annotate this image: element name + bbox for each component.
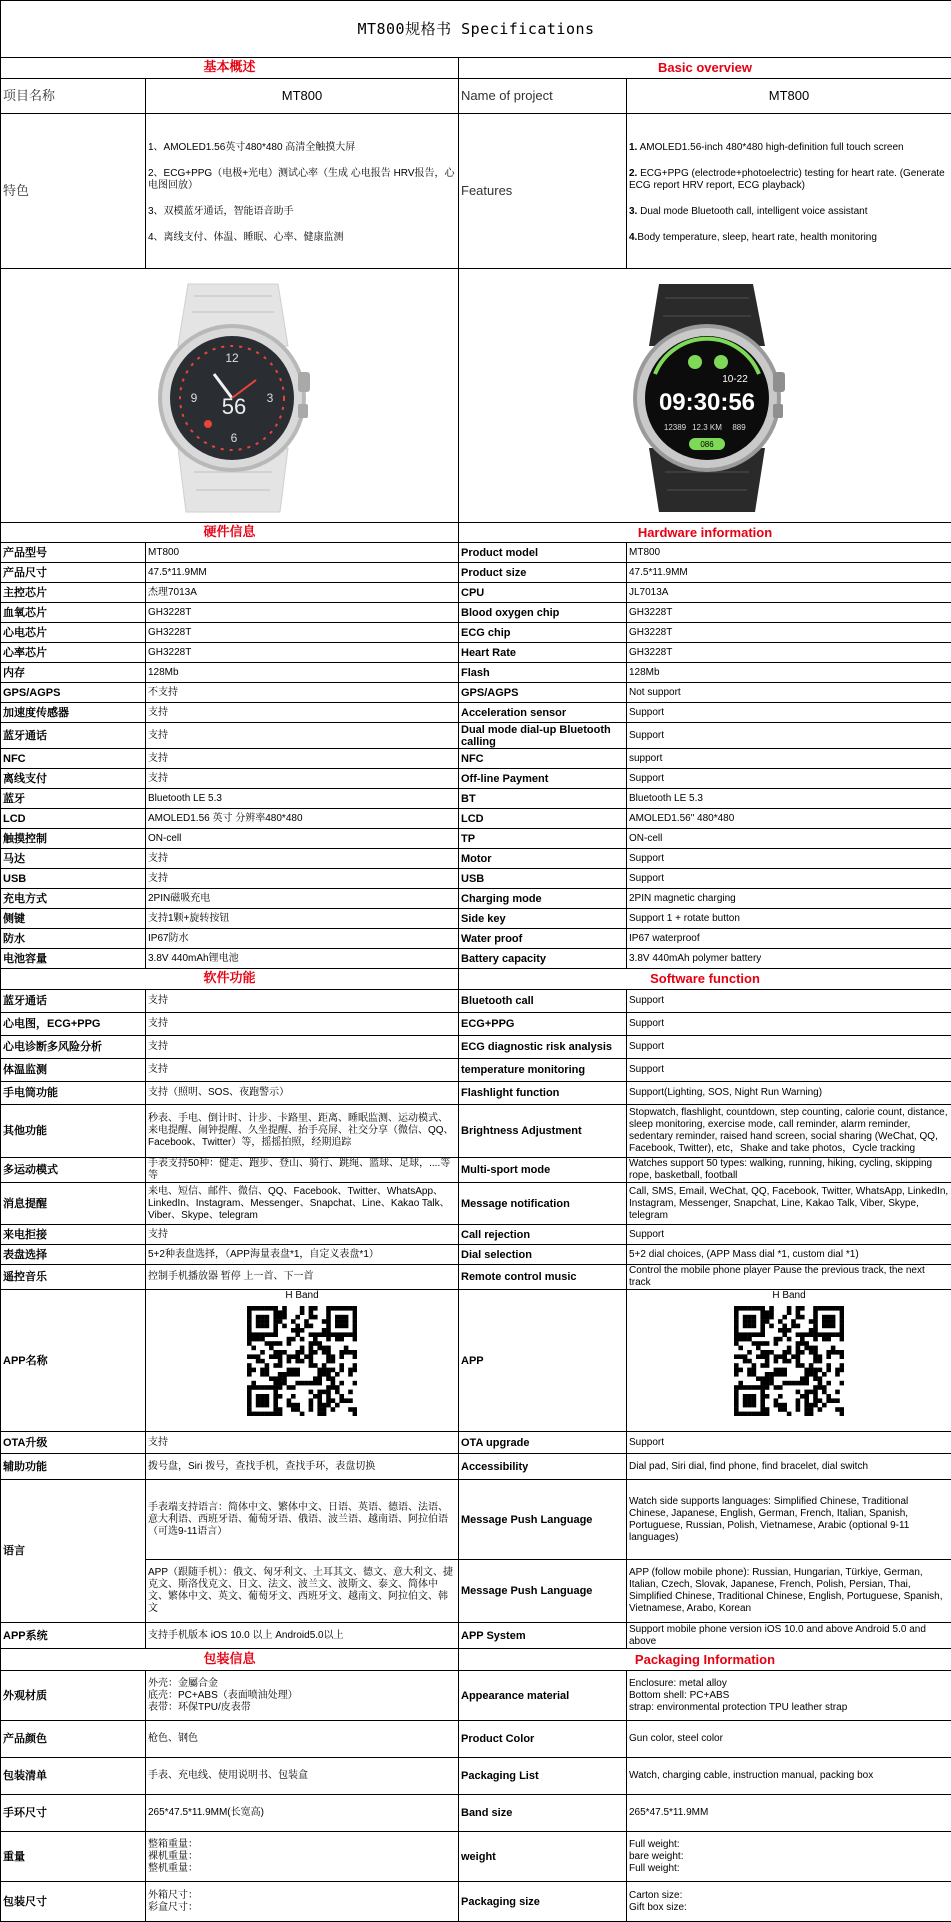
language-value-cn-watch: 手表端支持语言：简体中文、繁体中文、日语、英语、德语、法语、意大利语、西班牙语、葡萄牙语、俄语、波兰语、越南语、阿拉伯语（可选9-11语言） [146, 1480, 459, 1560]
packaging-row [1, 1758, 951, 1795]
language-label-cn: 语言 [1, 1480, 146, 1623]
spec-value-cn: 来电、短信、邮件、微信、QQ、Facebook、Twitter、WhatsApp、LinkedIn、Instagram、Messenger、Snapchat、Line、Kakao Talk、Viber、Skype、telegram [146, 1183, 459, 1225]
section-title-software-en: Software function [459, 969, 951, 990]
pack-size-value-cn [146, 1882, 459, 1922]
project-label-cn: 项目名称 [1, 79, 146, 114]
spec-value-cn: 支持 [146, 1059, 459, 1082]
hardware-row [1, 643, 951, 663]
spec-label-en: Flash [459, 663, 627, 683]
spec-label-en: Acceleration sensor [459, 703, 627, 723]
spec-label-en: Call rejection [459, 1225, 627, 1245]
spec-label-en: USB [459, 869, 627, 889]
spec-value-cn: 支持 [146, 769, 459, 789]
spec-label-cn: GPS/AGPS [1, 683, 146, 703]
feature-cn-4: 4、离线支付、体温、睡眠、心率、健康监测 [148, 232, 456, 244]
spec-label-cn: 马达 [1, 849, 146, 869]
title-row [1, 1, 951, 58]
spec-label-cn: 产品型号 [1, 543, 146, 563]
spec-value-en: Dial pad, Siri dial, find phone, find bracelet, dial switch [627, 1454, 951, 1480]
spec-value-en: Support [627, 849, 951, 869]
spec-value-cn: 支持 [146, 1225, 459, 1245]
spec-label-en: Message notification [459, 1183, 627, 1225]
watch-image-black-cell [459, 269, 951, 523]
spec-value-cn: GH3228T [146, 603, 459, 623]
spec-value-en: Support [627, 1432, 951, 1454]
black-watch-image [585, 276, 825, 516]
spec-value-cn: ON-cell [146, 829, 459, 849]
packaging-row [1, 1721, 951, 1758]
material-value-cn-line: 底壳：PC+ABS（表面喷油处理） [148, 1690, 456, 1702]
spec-label-en: temperature monitoring [459, 1059, 627, 1082]
spec-label-en: Packaging List [459, 1758, 627, 1795]
software-row [1, 990, 951, 1013]
app-row [1, 1290, 951, 1432]
hardware-row [1, 829, 951, 849]
spec-value-en: Support [627, 1225, 951, 1245]
spec-label-cn: LCD [1, 809, 146, 829]
hardware-row [1, 909, 951, 929]
spec-label-en: TP [459, 829, 627, 849]
spec-value-cn: 支持 [146, 869, 459, 889]
spec-value-cn: 支持 [146, 749, 459, 769]
spec-value-en: Stopwatch, flashlight, countdown, step counting, calorie count, distance, sleep monitoring, exercise mode, call reminder, alarm reminder, sedentary reminder, raised hand screen, social sharing (WeChat, QQ, Facebook, Twitter), etc，Shake and take photos，Cycle tracking [627, 1105, 951, 1158]
software-row [1, 1036, 951, 1059]
spec-label-en: Off-line Payment [459, 769, 627, 789]
hardware-row [1, 949, 951, 969]
app-name-en: H Band [629, 1290, 949, 1302]
app-system-value-en: Support mobile phone version iOS 10.0 and above Android 5.0 and above [627, 1623, 951, 1649]
language-row-watch [1, 1480, 951, 1560]
hardware-row [1, 789, 951, 809]
feature-en-2: 2. ECG+PPG (electrode+photoelectric) testing for heart rate. (Generate ECG report HRV report, ECG playback) [629, 168, 949, 192]
language-value-en-app: APP (follow mobile phone): Russian, Hungarian, Türkiye, German, Italian, Czech, Slovak, Japanese, French, Polish, Persian, Thai, Simplified Chinese, Traditional Chinese, English, Portuguese, Spanish, Vietnamese, Arabo, Korean [627, 1560, 951, 1623]
spec-value-en: Support 1 + rotate button [627, 909, 951, 929]
spec-label-cn: 触摸控制 [1, 829, 146, 849]
software-row [1, 1454, 951, 1480]
hardware-row [1, 543, 951, 563]
spec-label-en: Side key [459, 909, 627, 929]
weight-value-en-line: Full weight: [629, 1839, 949, 1851]
spec-label-cn: 电池容量 [1, 949, 146, 969]
spec-value-en: Support [627, 723, 951, 749]
spec-value-cn: 杰理7013A [146, 583, 459, 603]
features-label-en: Features [459, 114, 627, 269]
material-value-cn [146, 1671, 459, 1721]
section-title-hardware-en: Hardware information [459, 523, 951, 543]
svg-text:889: 889 [732, 423, 746, 432]
spec-label-cn: 辅助功能 [1, 1454, 146, 1480]
spec-label-cn: 心电芯片 [1, 623, 146, 643]
spec-label-en: Band size [459, 1795, 627, 1832]
pack-size-value-cn-line: 彩盒尺寸： [148, 1902, 456, 1914]
document-title: MT800规格书 Specifications [1, 1, 951, 58]
feature-en-1: 1. AMOLED1.56-inch 480*480 high-definition full touch screen [629, 142, 949, 154]
spec-value-cn: 支持 [146, 990, 459, 1013]
features-label-cn: 特色 [1, 114, 146, 269]
feature-en-3: 3. Dual mode Bluetooth call, intelligent voice assistant [629, 206, 949, 218]
material-value-en-line: Enclosure: metal alloy [629, 1678, 949, 1690]
software-row [1, 1059, 951, 1082]
spec-value-en: IP67 waterproof [627, 929, 951, 949]
spec-label-cn: 手环尺寸 [1, 1795, 146, 1832]
spec-label-en: Product model [459, 543, 627, 563]
software-row [1, 1432, 951, 1454]
software-row [1, 1265, 951, 1290]
spec-label-cn: 手电筒功能 [1, 1082, 146, 1105]
spec-label-en: GPS/AGPS [459, 683, 627, 703]
spec-value-en: 5+2 dial choices, (APP Mass dial *1, custom dial *1) [627, 1245, 951, 1265]
weight-value-en-line: bare weight: [629, 1851, 949, 1863]
spec-label-cn: 心电诊断多风险分析 [1, 1036, 146, 1059]
hardware-section-row [1, 523, 951, 543]
section-title-basic-en: Basic overview [459, 58, 951, 79]
spec-label-en: ECG chip [459, 623, 627, 643]
spec-label-cn: 表盘选择 [1, 1245, 146, 1265]
hardware-row [1, 929, 951, 949]
spec-value-cn: AMOLED1.56 英寸 分辨率480*480 [146, 809, 459, 829]
spec-label-cn: 消息提醒 [1, 1183, 146, 1225]
language-value-en-watch: Watch side supports languages: Simplified Chinese, Traditional Chinese, Japanese, English, German, French, Italian, Spanish, Portuguese, Russian, Polish, Vietnamese, Arabic (optional 9-11 languages) [627, 1480, 951, 1560]
material-value-en-line: strap: environmental protection TPU leather strap [629, 1702, 949, 1714]
spec-value-cn: 支持 [146, 1036, 459, 1059]
spec-label-en: Accessibility [459, 1454, 627, 1480]
spec-label-en: Water proof [459, 929, 627, 949]
spec-label-en: Dual mode dial-up Bluetooth calling [459, 723, 627, 749]
feature-en-4: 4.Body temperature, sleep, heart rate, health monitoring [629, 232, 949, 244]
spec-value-cn: 支持 [146, 703, 459, 723]
spec-value-en: Watch, charging cable, instruction manual, packing box [627, 1758, 951, 1795]
spec-label-cn: 包装清单 [1, 1758, 146, 1795]
app-qr-cell-cn [146, 1290, 459, 1432]
section-title-hardware-cn: 硬件信息 [1, 523, 459, 543]
section-title-basic-cn: 基本概述 [1, 58, 459, 79]
pack-size-row [1, 1882, 951, 1922]
spec-value-cn: 不支持 [146, 683, 459, 703]
spec-label-en: Multi-sport mode [459, 1158, 627, 1183]
silver-watch-image [110, 276, 350, 516]
language-label-en-watch: Message Push Language [459, 1480, 627, 1560]
material-value-en-line: Bottom shell: PC+ABS [629, 1690, 949, 1702]
spec-label-cn: 产品颜色 [1, 1721, 146, 1758]
spec-label-en: Charging mode [459, 889, 627, 909]
spec-label-cn: 其他功能 [1, 1105, 146, 1158]
spec-label-en: Flashlight function [459, 1082, 627, 1105]
spec-value-cn: 支持 [146, 723, 459, 749]
hardware-row [1, 769, 951, 789]
spec-value-en: Support [627, 869, 951, 889]
app-system-value-cn: 支持手机版本 iOS 10.0 以上 Android5.0以上 [146, 1623, 459, 1649]
software-row [1, 1245, 951, 1265]
spec-label-cn: 产品尺寸 [1, 563, 146, 583]
material-row [1, 1671, 951, 1721]
app-system-label-cn: APP系统 [1, 1623, 146, 1649]
hardware-row [1, 809, 951, 829]
app-system-row [1, 1623, 951, 1649]
spec-value-en: 47.5*11.9MM [627, 563, 951, 583]
hardware-row [1, 889, 951, 909]
weight-value-cn-line: 裸机重量： [148, 1851, 456, 1863]
spec-label-cn: 心电图，ECG+PPG [1, 1013, 146, 1036]
spec-label-cn: 蓝牙 [1, 789, 146, 809]
app-qr-cell-en [627, 1290, 951, 1432]
weight-value-cn-line: 整箱重量： [148, 1839, 456, 1851]
spec-label-en: Blood oxygen chip [459, 603, 627, 623]
spec-label-cn: 遥控音乐 [1, 1265, 146, 1290]
svg-text:12.3 KM: 12.3 KM [692, 423, 722, 432]
spec-label-en: Dial selection [459, 1245, 627, 1265]
spec-value-cn: GH3228T [146, 643, 459, 663]
spec-value-en: Support [627, 990, 951, 1013]
spec-value-en: Not support [627, 683, 951, 703]
material-value-cn-line: 表带：环保TPU/皮表带 [148, 1702, 456, 1714]
spec-label-cn: NFC [1, 749, 146, 769]
spec-value-en: Call, SMS, Email, WeChat, QQ, Facebook, Twitter, WhatsApp, LinkedIn, Instagram, Messenger, Snapchat, Line, Kakao Talk, Viber, Skype, telegram [627, 1183, 951, 1225]
weight-value-en-line: Full weight: [629, 1863, 949, 1875]
spec-value-cn: 支持 [146, 1013, 459, 1036]
spec-value-cn: 拨号盘，Siri 拨号，查找手机，查找手环，表盘切换 [146, 1454, 459, 1480]
hardware-row [1, 623, 951, 643]
hardware-row [1, 723, 951, 749]
spec-value-en: support [627, 749, 951, 769]
spec-label-cn: 内存 [1, 663, 146, 683]
spec-value-cn: 秒表、手电、倒计时、计步、卡路里、距离、睡眠监测、运动模式、来电提醒、闹钟提醒、久坐提醒、抬手亮屏、社交分享（微信、QQ、Facebook、Twitter）等，摇摇拍照，经期追踪 [146, 1105, 459, 1158]
spec-value-en: Support(Lighting, SOS, Night Run Warning) [627, 1082, 951, 1105]
svg-text:3: 3 [266, 391, 273, 405]
spec-label-en: Bluetooth call [459, 990, 627, 1013]
spec-value-cn: Bluetooth LE 5.3 [146, 789, 459, 809]
spec-label-cn: USB [1, 869, 146, 889]
spec-label-cn: 心率芯片 [1, 643, 146, 663]
spec-label-en: Remote control music [459, 1265, 627, 1290]
spec-value-cn: 手表支持50种：健走、跑步、登山、骑行、跳绳、篮球、足球，....等等 [146, 1158, 459, 1183]
svg-text:10-22: 10-22 [722, 374, 748, 385]
spec-label-en: NFC [459, 749, 627, 769]
spec-value-cn: 枪色、钢色 [146, 1721, 459, 1758]
spec-value-en: MT800 [627, 543, 951, 563]
software-row [1, 1013, 951, 1036]
section-title-packaging [1, 1649, 951, 1671]
app-system-label-en: APP System [459, 1623, 627, 1649]
spec-value-cn: MT800 [146, 543, 459, 563]
feature-cn-3: 3、双模蓝牙通话，智能语音助手 [148, 206, 456, 218]
svg-text:6: 6 [230, 431, 237, 445]
basic-section-row [1, 58, 951, 79]
material-label-cn: 外观材质 [1, 1671, 146, 1721]
spec-value-en: Support [627, 1059, 951, 1082]
spec-label-en: ECG+PPG [459, 1013, 627, 1036]
hardware-row [1, 849, 951, 869]
svg-text:12: 12 [225, 351, 239, 365]
spec-label-cn: 血氧芯片 [1, 603, 146, 623]
spec-value-en: Support [627, 1013, 951, 1036]
hardware-row [1, 869, 951, 889]
spec-value-en: Control the mobile phone player Pause the previous track, the next track [627, 1265, 951, 1290]
spec-label-cn: OTA升级 [1, 1432, 146, 1454]
spec-value-cn: IP67防水 [146, 929, 459, 949]
spec-value-cn: 支持（照明、SOS、夜跑警示） [146, 1082, 459, 1105]
spec-label-cn: 防水 [1, 929, 146, 949]
material-value-en [627, 1671, 951, 1721]
spec-value-en: GH3228T [627, 603, 951, 623]
spec-label-cn: 蓝牙通话 [1, 990, 146, 1013]
spec-value-en: Bluetooth LE 5.3 [627, 789, 951, 809]
feature-cn-2: 2、ECG+PPG（电极+光电）测试心率（生成 心电报告 HRV报告，心电图回放） [148, 168, 456, 192]
hardware-row [1, 749, 951, 769]
spec-label-en: Product Color [459, 1721, 627, 1758]
hardware-row [1, 683, 951, 703]
svg-text:086: 086 [700, 440, 714, 449]
spec-value-en: Support [627, 703, 951, 723]
spec-value-en: Support [627, 1036, 951, 1059]
spec-label-cn: 主控芯片 [1, 583, 146, 603]
weight-row [1, 1832, 951, 1882]
svg-text:9: 9 [190, 391, 197, 405]
pack-size-value-en-line: Carton size: [629, 1890, 949, 1902]
spec-value-cn: GH3228T [146, 623, 459, 643]
feature-cn-1: 1、AMOLED1.56英寸480*480 高清全触摸大屏 [148, 142, 456, 154]
spec-value-en: 3.8V 440mAh polymer battery [627, 949, 951, 969]
project-row [1, 79, 951, 114]
spec-value-cn: 2PIN磁吸充电 [146, 889, 459, 909]
packaging-row [1, 1795, 951, 1832]
weight-value-cn [146, 1832, 459, 1882]
hardware-row [1, 703, 951, 723]
spec-label-en: LCD [459, 809, 627, 829]
hardware-row [1, 563, 951, 583]
spec-value-cn: 手表、充电线、使用说明书、包装盒 [146, 1758, 459, 1795]
software-row [1, 1183, 951, 1225]
spec-label-cn: 多运动模式 [1, 1158, 146, 1183]
watch-images-row [1, 269, 951, 523]
weight-value-cn-line: 整机重量： [148, 1863, 456, 1875]
section-title-packaging-cn: 包装信息 [1, 1649, 459, 1671]
weight-value-en [627, 1832, 951, 1882]
spec-label-cn: 离线支付 [1, 769, 146, 789]
pack-size-value-en [627, 1882, 951, 1922]
spec-value-en: 2PIN magnetic charging [627, 889, 951, 909]
project-value-cn: MT800 [146, 79, 459, 114]
spec-label-cn: 蓝牙通话 [1, 723, 146, 749]
spec-label-en: ECG diagnostic risk analysis [459, 1036, 627, 1059]
spec-label-en: CPU [459, 583, 627, 603]
spec-label-en: Heart Rate [459, 643, 627, 663]
spec-value-en: AMOLED1.56" 480*480 [627, 809, 951, 829]
spec-value-cn: 265*47.5*11.9MM(长宽高) [146, 1795, 459, 1832]
software-row [1, 1225, 951, 1245]
pack-size-label-en: Packaging size [459, 1882, 627, 1922]
pack-size-value-en-line: Gift box size: [629, 1902, 949, 1914]
spec-value-en: Watches support 50 types: walking, running, hiking, cycling, skipping rope, basketball, football [627, 1158, 951, 1183]
qr-code-image [734, 1306, 844, 1416]
spec-label-cn: 充电方式 [1, 889, 146, 909]
spec-label-en: Brightness Adjustment [459, 1105, 627, 1158]
spec-label-en: Product size [459, 563, 627, 583]
software-row [1, 1082, 951, 1105]
hardware-row [1, 603, 951, 623]
spec-value-cn: 支持 [146, 849, 459, 869]
spec-value-cn: 支持1颗+旋转按钮 [146, 909, 459, 929]
spec-value-cn: 3.8V 440mAh锂电池 [146, 949, 459, 969]
spec-label-en: BT [459, 789, 627, 809]
spec-label-cn: 体温监测 [1, 1059, 146, 1082]
material-label-en: Appearance material [459, 1671, 627, 1721]
features-list-cn [146, 114, 459, 269]
project-label-en: Name of project [459, 79, 627, 114]
svg-text:56: 56 [221, 394, 245, 419]
project-value-en: MT800 [627, 79, 951, 114]
spec-label-en: OTA upgrade [459, 1432, 627, 1454]
spec-value-en: GH3228T [627, 623, 951, 643]
app-label-en: APP [459, 1290, 627, 1432]
watch-image-silver-cell [1, 269, 459, 523]
qr-code-image [247, 1306, 357, 1416]
spec-value-cn: 128Mb [146, 663, 459, 683]
app-name-cn: H Band [148, 1290, 456, 1302]
language-label-en-app: Message Push Language [459, 1560, 627, 1623]
spec-value-en: Support [627, 769, 951, 789]
software-row [1, 1105, 951, 1158]
spec-value-en: GH3228T [627, 643, 951, 663]
material-value-cn-line: 外壳：金屬合金 [148, 1678, 456, 1690]
section-title-software [1, 969, 951, 990]
spec-value-en: 265*47.5*11.9MM [627, 1795, 951, 1832]
features-list-en [627, 114, 951, 269]
spec-label-en: Battery capacity [459, 949, 627, 969]
weight-label-cn: 重量 [1, 1832, 146, 1882]
spec-label-cn: 来电拒接 [1, 1225, 146, 1245]
app-label-cn: APP名称 [1, 1290, 146, 1432]
spec-value-en: JL7013A [627, 583, 951, 603]
svg-text:12389: 12389 [664, 423, 687, 432]
language-value-cn-app: APP（跟随手机）：俄文、匈牙利文、土耳其文、德文、意大利文、捷克文、斯洛伐克文、日文、法文、波兰文、波斯文、泰文、简体中文、繁体中文、英文、葡萄牙文、西班牙文、越南文、阿拉伯文、韩文 [146, 1560, 459, 1623]
spec-value-en: Gun color, steel color [627, 1721, 951, 1758]
spec-value-en: ON-cell [627, 829, 951, 849]
pack-size-value-cn-line: 外箱尺寸： [148, 1890, 456, 1902]
spec-value-cn: 47.5*11.9MM [146, 563, 459, 583]
svg-text:09:30:56: 09:30:56 [659, 389, 755, 416]
features-row [1, 114, 951, 269]
section-title-packaging-en: Packaging Information [459, 1649, 951, 1671]
spec-value-cn: 5+2种表盘选择，（APP海量表盘*1，自定义表盘*1） [146, 1245, 459, 1265]
hardware-row [1, 583, 951, 603]
spec-value-cn: 支持 [146, 1432, 459, 1454]
section-title-software-cn: 软件功能 [1, 969, 459, 990]
hardware-row [1, 663, 951, 683]
pack-size-label-cn: 包装尺寸 [1, 1882, 146, 1922]
weight-label-en: weight [459, 1832, 627, 1882]
spec-value-en: 128Mb [627, 663, 951, 683]
spec-value-cn: 控制手机播放器 暂停 上一首、下一首 [146, 1265, 459, 1290]
spec-label-cn: 侧键 [1, 909, 146, 929]
software-row [1, 1158, 951, 1183]
spec-label-en: Motor [459, 849, 627, 869]
spec-label-cn: 加速度传感器 [1, 703, 146, 723]
